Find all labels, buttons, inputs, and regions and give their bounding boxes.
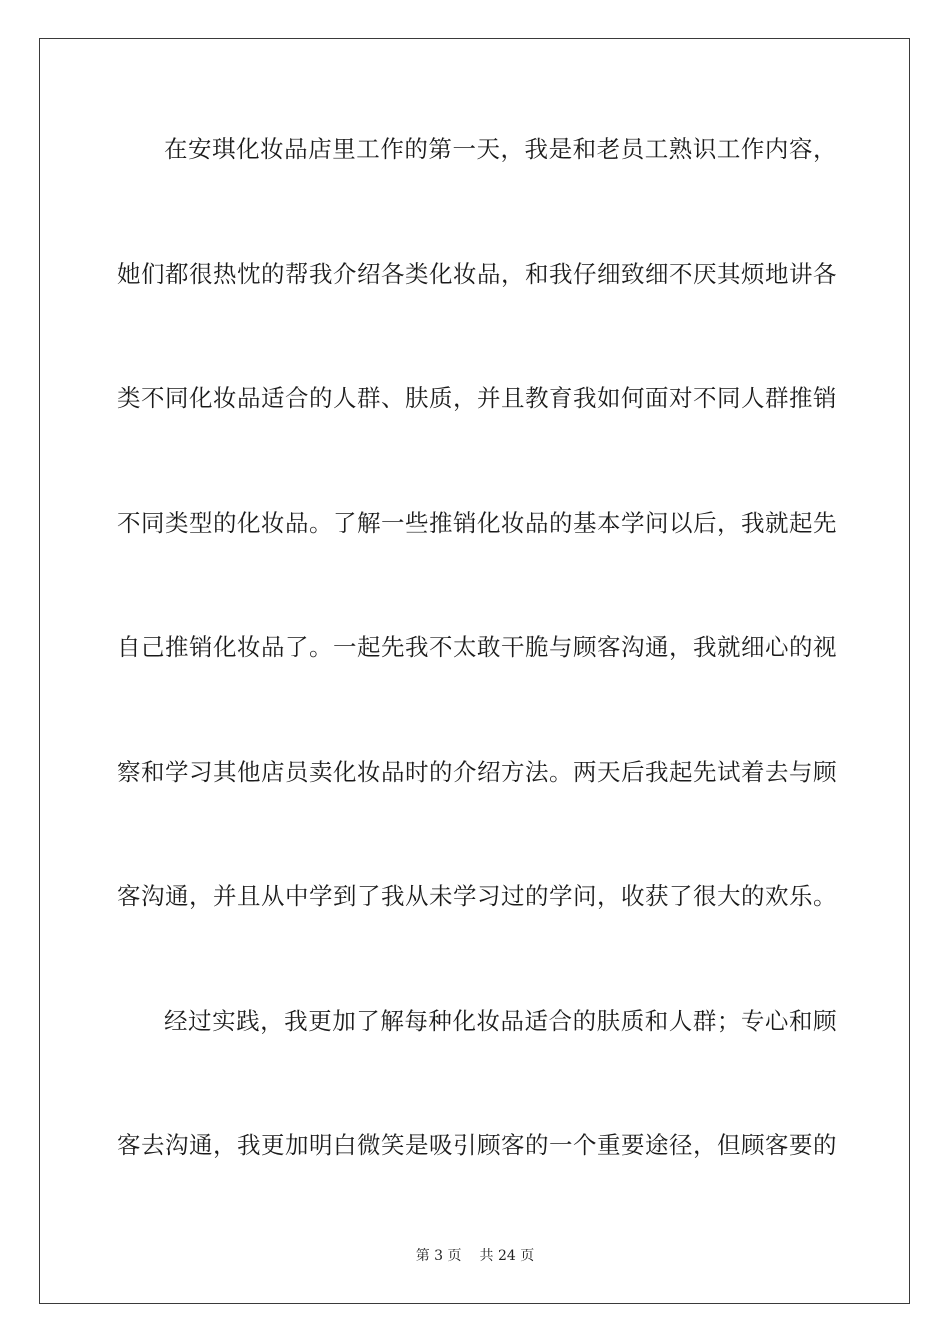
paragraph-line-6: 察和学习其他店员卖化妆品时的介绍方法。两天后我起先试着去与顾	[117, 758, 837, 786]
page-footer	[0, 1247, 950, 1265]
paragraph-line-3: 类不同化妆品适合的人群、肤质，并且教育我如何面对不同人群推销	[117, 384, 837, 412]
paragraph-line-5: 自己推销化妆品了。一起先我不太敢干脆与顾客沟通，我就细心的视	[117, 633, 837, 661]
paragraph-line-7: 客沟通，并且从中学到了我从未学习过的学问，收获了很大的欢乐。	[117, 882, 837, 910]
paragraph-line-4: 不同类型的化妆品。了解一些推销化妆品的基本学问以后，我就起先	[117, 509, 837, 537]
page-border	[39, 38, 910, 1304]
paragraph-line-9: 客去沟通，我更加明白微笑是吸引顾客的一个重要途径，但顾客要的	[117, 1131, 837, 1159]
paragraph-line-2: 她们都很热忱的帮我介绍各类化妆品，和我仔细致细不厌其烦地讲各	[117, 260, 837, 288]
page-total: 共 24 页	[479, 1248, 535, 1264]
paragraph-line-8: 经过实践，我更加了解每种化妆品适合的肤质和人群；专心和顾	[164, 1007, 837, 1035]
page-number: 第 3 页	[415, 1248, 462, 1264]
paragraph-line-1: 在安琪化妆品店里工作的第一天，我是和老员工熟识工作内容，	[164, 135, 837, 163]
